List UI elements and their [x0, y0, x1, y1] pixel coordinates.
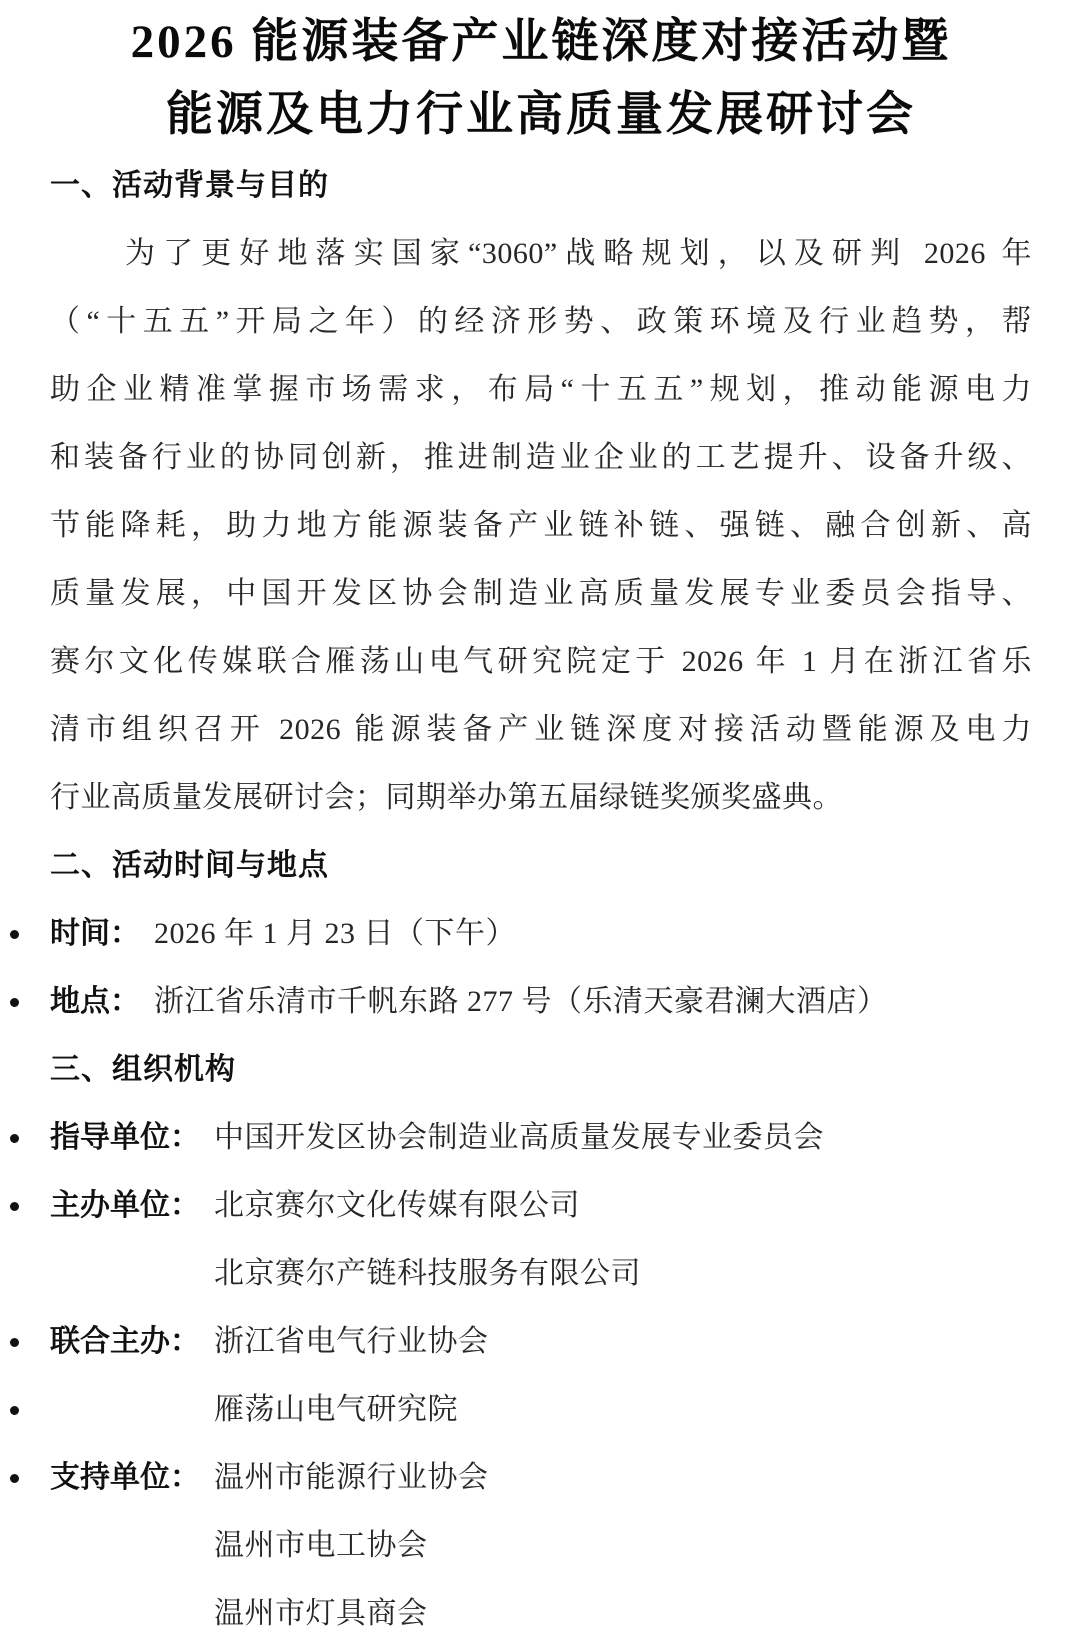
page-title-line-2: 能源及电力行业高质量发展研讨会 [166, 89, 916, 141]
bullet-value: 北京赛尔产链科技服务有限公司 [214, 1257, 641, 1290]
list-item-time [50, 900, 1032, 968]
paragraph-line: 清市组织召开 2026 能源装备产业链深度对接活动暨能源及电力 [50, 713, 1032, 746]
bullet-value: 雁荡山电气研究院 [214, 1393, 458, 1426]
bullet-label: 时间： [50, 917, 140, 950]
list-item-location [50, 968, 1032, 1036]
paragraph-line: （“十五五”开局之年）的经济形势、政策环境及行业趋势，帮 [50, 305, 1032, 338]
bullet-value: 浙江省乐清市千帆东路 277 号（乐清天豪君澜大酒店） [154, 985, 888, 1018]
bullet-value: 温州市电工协会 [214, 1529, 428, 1562]
bullet-label: 主办单位： [50, 1189, 200, 1222]
paragraph-line: 助企业精准掌握市场需求，布局“十五五”规划，推动能源电力 [50, 373, 1032, 406]
paragraph-line: 为了更好地落实国家“3060”战略规划，以及研判 2026 年 [125, 237, 1032, 270]
list-item-guidance-unit [50, 1104, 1032, 1172]
list-item-co-host-2 [50, 1376, 1032, 1444]
section-heading-2: 二、活动时间与地点 [50, 849, 329, 882]
bullet-icon [10, 998, 19, 1007]
bullet-icon [10, 1202, 19, 1211]
bullet-value: 浙江省电气行业协会 [214, 1325, 489, 1358]
bullet-icon [10, 1338, 19, 1347]
bullet-value: 2026 年 1 月 23 日（下午） [154, 917, 516, 950]
paragraph-line: 赛尔文化传媒联合雁荡山电气研究院定于 2026 年 1 月在浙江省乐 [50, 645, 1032, 678]
bullet-icon [10, 1134, 19, 1143]
list-item-support-unit [50, 1444, 1032, 1648]
bullet-value: 北京赛尔文化传媒有限公司 [214, 1189, 580, 1222]
paragraph-line: 节能降耗，助力地方能源装备产业链补链、强链、融合创新、高 [50, 509, 1032, 542]
bullet-label: 地点： [50, 985, 140, 1018]
bullet-value: 温州市灯具商会 [214, 1597, 428, 1630]
bullet-label: 指导单位： [50, 1121, 200, 1154]
bullet-icon [10, 1474, 19, 1483]
section-heading-3: 三、组织机构 [50, 1053, 236, 1086]
bullet-icon [10, 1406, 19, 1415]
bullet-icon [10, 930, 19, 939]
paragraph-line: 行业高质量发展研讨会；同期举办第五届绿链奖颁奖盛典。 [50, 781, 843, 814]
bullet-label: 联合主办： [50, 1325, 200, 1358]
list-item-host-unit [50, 1172, 1032, 1308]
bullet-value: 温州市能源行业协会 [214, 1461, 489, 1494]
paragraph-line: 质量发展，中国开发区协会制造业高质量发展专业委员会指导、 [50, 577, 1032, 610]
section-heading-1: 一、活动背景与目的 [50, 169, 329, 202]
bullet-value: 中国开发区协会制造业高质量发展专业委员会 [214, 1121, 824, 1154]
page-title-line-1: 2026 能源装备产业链深度对接活动暨 [130, 16, 952, 68]
list-item-co-host [50, 1308, 1032, 1376]
bullet-label: 支持单位： [50, 1461, 200, 1494]
paragraph-line: 和装备行业的协同创新，推进制造业企业的工艺提升、设备升级、 [50, 441, 1032, 474]
